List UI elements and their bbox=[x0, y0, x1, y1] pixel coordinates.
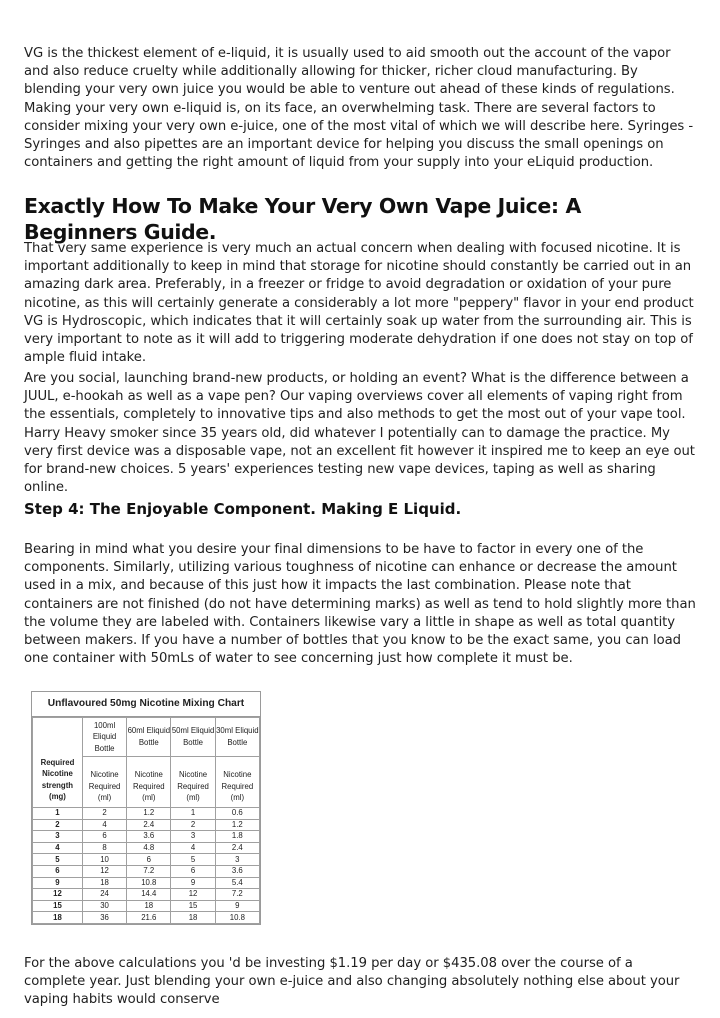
strength-cell: 9 bbox=[33, 877, 83, 889]
value-cell: 2.4 bbox=[215, 842, 259, 854]
strength-cell: 4 bbox=[33, 842, 83, 854]
sub-header-nicotine-required: Nicotine Required (ml) bbox=[215, 757, 259, 808]
strength-cell: 15 bbox=[33, 900, 83, 912]
strength-cell: 12 bbox=[33, 889, 83, 901]
column-header-30ml: 30ml Eliquid Bottle bbox=[215, 718, 259, 757]
strength-cell: 5 bbox=[33, 854, 83, 866]
value-cell: 0.6 bbox=[215, 808, 259, 820]
value-cell: 10.8 bbox=[127, 877, 171, 889]
value-cell: 6 bbox=[82, 831, 126, 843]
paragraph-cost-calculation: For the above calculations you 'd be investing $1.19 per day or $435.08 over the course of a complete year. Just blending your own e-juice and also changing absolutely nothing else about your vaping habits would conserve bbox=[24, 956, 680, 1008]
table-row bbox=[33, 831, 260, 843]
strength-cell: 1 bbox=[33, 808, 83, 820]
table-row bbox=[33, 842, 260, 854]
chart-title: Unflavoured 50mg Nicotine Mixing Chart bbox=[32, 692, 260, 717]
value-cell: 10.8 bbox=[215, 912, 259, 924]
sub-header-nicotine-required: Nicotine Required (ml) bbox=[171, 757, 215, 808]
value-cell: 9 bbox=[215, 900, 259, 912]
value-cell: 2 bbox=[171, 819, 215, 831]
table-row bbox=[33, 808, 260, 820]
column-header-50ml: 50ml Eliquid Bottle bbox=[171, 718, 215, 757]
value-cell: 1.2 bbox=[215, 819, 259, 831]
table-corner-cell bbox=[33, 718, 83, 757]
table-row bbox=[33, 912, 260, 924]
heading-step-4: Step 4: The Enjoyable Component. Making E Liquid. bbox=[24, 500, 462, 518]
value-cell: 30 bbox=[82, 900, 126, 912]
nicotine-mixing-chart bbox=[31, 691, 261, 925]
value-cell: 3.6 bbox=[215, 865, 259, 877]
value-cell: 5 bbox=[171, 854, 215, 866]
paragraph-nicotine-storage: That very same experience is very much an actual concern when dealing with focused nicotine. It is important additionally to keep in mind that storage for nicotine should constantly be carried out in an amazing dark area. Preferably, in a freezer or fridge to avoid degradation or oxidation of your pure nicotine, as this will certainly generate a considerably a lot more "peppery" flavor in your end product VG is Hydroscopic, which indicates that it will certainly soak up water from the surrounding air. This is very important to note as it will add to triggering moderate dehydration if one does not stay on top of ample fluid intake. bbox=[24, 241, 694, 366]
strength-cell: 6 bbox=[33, 865, 83, 877]
table-row bbox=[33, 854, 260, 866]
value-cell: 15 bbox=[171, 900, 215, 912]
strength-cell: 2 bbox=[33, 819, 83, 831]
sub-header-nicotine-required: Nicotine Required (ml) bbox=[82, 757, 126, 808]
value-cell: 3.6 bbox=[127, 831, 171, 843]
value-cell: 1.2 bbox=[127, 808, 171, 820]
column-header-60ml: 60ml Eliquid Bottle bbox=[127, 718, 171, 757]
column-header-100ml: 100ml Eliquid Bottle bbox=[82, 718, 126, 757]
value-cell: 18 bbox=[127, 900, 171, 912]
value-cell: 5.4 bbox=[215, 877, 259, 889]
value-cell: 4.8 bbox=[127, 842, 171, 854]
value-cell: 12 bbox=[171, 889, 215, 901]
row-header-required-strength: Required Nicotine strength (mg) bbox=[33, 757, 83, 808]
value-cell: 21.6 bbox=[127, 912, 171, 924]
value-cell: 14.4 bbox=[127, 889, 171, 901]
value-cell: 1.8 bbox=[215, 831, 259, 843]
value-cell: 2 bbox=[82, 808, 126, 820]
value-cell: 3 bbox=[215, 854, 259, 866]
sub-header-nicotine-required: Nicotine Required (ml) bbox=[127, 757, 171, 808]
paragraph-vaping-overviews: Are you social, launching brand-new products, or holding an event? What is the difference between a JUUL, e-hookah as well as a vape pen? Our vaping overviews cover all elements of vaping right from the essentials, completely to innovative tips and also methods to get the most out of your vape tool. Harry Heavy smoker since 35 years old, did whatever I potentially can to damage the practice. My very first device was a disposable vape, not an excellent fit however it inspired me to keep an eye out for brand-new choices. 5 years' experiences testing new vape devices, taping as well as sharing online. bbox=[24, 371, 695, 496]
table-row bbox=[33, 865, 260, 877]
table-row bbox=[33, 877, 260, 889]
value-cell: 18 bbox=[171, 912, 215, 924]
strength-cell: 3 bbox=[33, 831, 83, 843]
paragraph-final-dimensions: Bearing in mind what you desire your final dimensions to be have to factor in every one of the components. Similarly, utilizing various toughness of nicotine can enhance or decrease the amount used in a mix, and because of this just how it impacts the last combination. Please note that containers are not finished (do not have determining marks) as well as tend to hold slightly more than the volume they are labeled with. Containers likewise vary a little in shape as well as total quantity between makers. If you have a number of bottles that you know to be the exact same, you can load one container with 50mLs of water to see concerning just how complete it must be. bbox=[24, 542, 696, 667]
paragraph-vg-intro: VG is the thickest element of e-liquid, it is usually used to aid smooth out the account of the vapor and also reduce cruelty while additionally allowing for thicker, richer cloud manufacturing. By blending your very own juice you would be able to venture out ahead of these kinds of regulations. Making your very own e-liquid is, on its face, an overwhelming task. There are several factors to consider mixing your very own e-juice, one of the most vital of which we will describe here. Syringes - Syringes and also pipettes are an important device for helping you discuss the small openings on containers and getting the right amount of liquid from your supply into your eLiquid production. bbox=[24, 46, 694, 171]
table-row bbox=[33, 900, 260, 912]
value-cell: 7.2 bbox=[127, 865, 171, 877]
value-cell: 2.4 bbox=[127, 819, 171, 831]
value-cell: 18 bbox=[82, 877, 126, 889]
table-row bbox=[33, 889, 260, 901]
value-cell: 4 bbox=[171, 842, 215, 854]
value-cell: 3 bbox=[171, 831, 215, 843]
value-cell: 6 bbox=[127, 854, 171, 866]
mixing-table bbox=[32, 717, 260, 924]
table-row bbox=[33, 819, 260, 831]
heading-beginners-guide: Exactly How To Make Your Very Own Vape Juice: A Beginners Guide. bbox=[24, 194, 581, 244]
value-cell: 7.2 bbox=[215, 889, 259, 901]
value-cell: 8 bbox=[82, 842, 126, 854]
value-cell: 4 bbox=[82, 819, 126, 831]
value-cell: 12 bbox=[82, 865, 126, 877]
value-cell: 36 bbox=[82, 912, 126, 924]
value-cell: 6 bbox=[171, 865, 215, 877]
value-cell: 1 bbox=[171, 808, 215, 820]
value-cell: 24 bbox=[82, 889, 126, 901]
strength-cell: 18 bbox=[33, 912, 83, 924]
value-cell: 10 bbox=[82, 854, 126, 866]
value-cell: 9 bbox=[171, 877, 215, 889]
